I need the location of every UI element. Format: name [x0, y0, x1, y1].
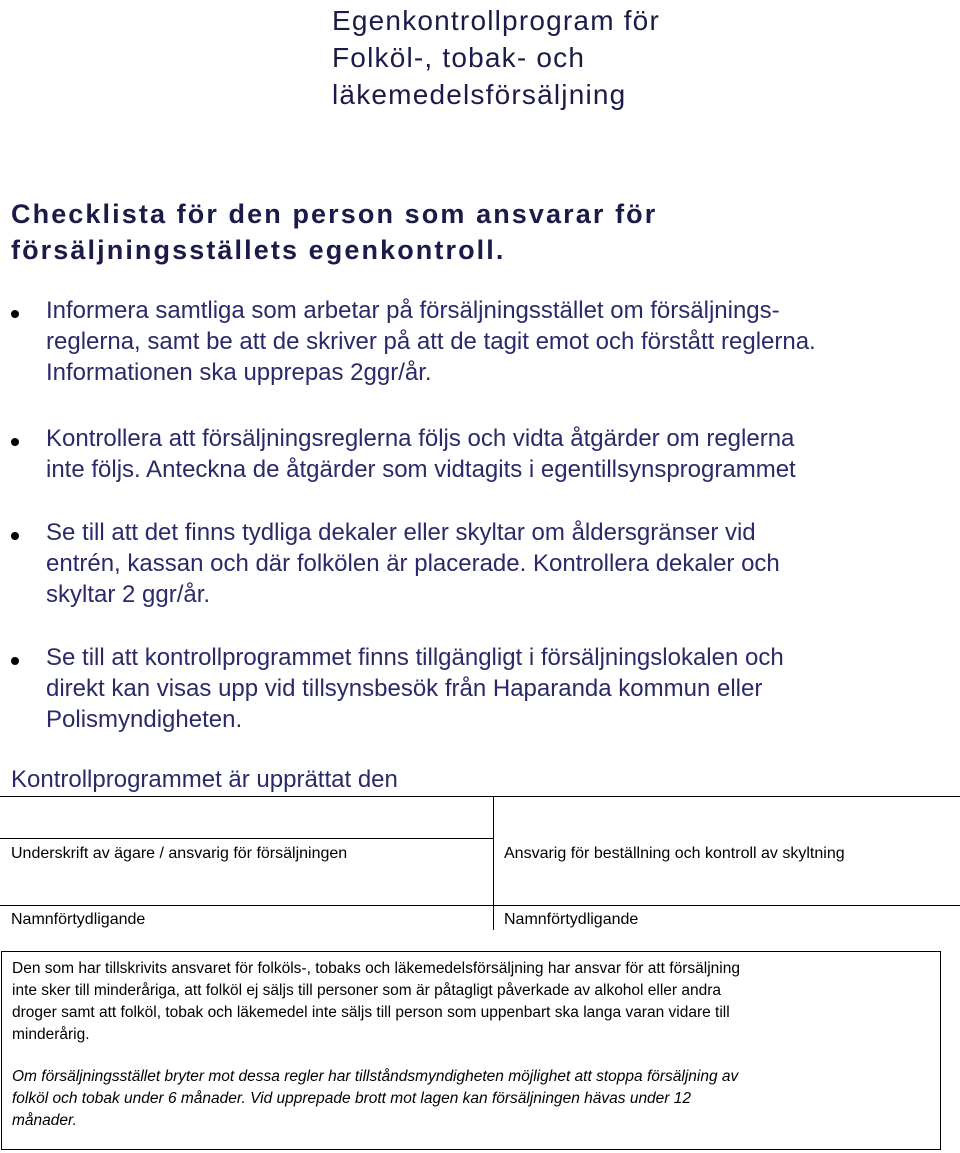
heading-line: försäljningsställets egenkontroll. — [11, 235, 506, 265]
name-clarification-label-right: Namnförtydligande — [504, 911, 639, 928]
checklist-item-text — [46, 295, 896, 388]
ordering-responsible-label: Ansvarig för beställning och kontroll av skyltning — [504, 845, 845, 862]
title-line: Folköl-, tobak- och — [332, 42, 586, 73]
text-line: Den som har tillskrivits ansvaret för folköls-, tobaks och läkemedelsförsäljning har ansvar för att försäljning — [12, 960, 740, 977]
date-signature-line — [0, 796, 960, 797]
text-line: minderårig. — [12, 1026, 90, 1043]
signature-divider — [493, 839, 494, 930]
document-title — [332, 2, 832, 113]
heading-line: Checklista för den person som ansvarar för — [11, 199, 658, 229]
title-line: läkemedelsförsäljning — [332, 79, 627, 110]
responsibility-notice-box — [1, 951, 941, 1150]
signature-divider — [493, 797, 494, 839]
title-line: Egenkontrollprogram för — [332, 5, 660, 36]
bullet-icon — [11, 310, 19, 318]
name-clarification-line — [0, 905, 960, 906]
text-line: entrén, kassan och där folkölen är placerade. Kontrollera dekaler och — [46, 550, 780, 577]
sanction-paragraph — [12, 1066, 738, 1132]
text-line: inte följs. Anteckna de åtgärder som vidtagits i egentillsynsprogrammet — [46, 456, 796, 483]
text-line: Informera samtliga som arbetar på försäljningsstället om försäljnings- — [46, 297, 780, 324]
text-line: Polismyndigheten. — [46, 706, 243, 733]
text-line: Kontrollera att försäljningsreglerna följs och vidta åtgärder om reglerna — [46, 425, 795, 452]
bullet-icon — [11, 438, 19, 446]
owner-signature-label: Underskrift av ägare / ansvarig för försäljningen — [11, 845, 348, 862]
text-line: droger samt att folköl, tobak och läkemedel inte säljs till person som uppenbart ska langa varan vidare till — [12, 1004, 730, 1021]
text-line: folköl och tobak under 6 månader. Vid upprepade brott mot lagen kan försäljningen hävas under 12 — [12, 1090, 692, 1107]
checklist-item-text — [46, 517, 896, 610]
text-line: direkt kan visas upp vid tillsynsbesök från Haparanda kommun eller — [46, 675, 763, 702]
text-line: inte sker till minderåriga, att folköl ej säljs till personer som är påtagligt påverkade av alkohol eller andra — [12, 982, 722, 999]
text-line: skyltar 2 ggr/år. — [46, 581, 211, 608]
established-date-label: Kontrollprogrammet är upprättat den — [11, 766, 398, 793]
text-line: Om försäljningsstället bryter mot dessa regler har tillståndsmyndigheten möjlighet att stoppa försäljning av — [12, 1068, 739, 1085]
text-line: Informationen ska upprepas 2ggr/år. — [46, 359, 432, 386]
checklist-heading — [11, 196, 657, 268]
bullet-icon — [11, 532, 19, 540]
text-line: Se till att kontrollprogrammet finns tillgängligt i försäljningslokalen och — [46, 644, 784, 671]
text-line: Se till att det finns tydliga dekaler eller skyltar om åldersgränser vid — [46, 519, 756, 546]
owner-signature-line — [0, 838, 493, 839]
bullet-icon — [11, 657, 19, 665]
text-line: månader. — [12, 1112, 77, 1129]
name-clarification-label-left: Namnförtydligande — [11, 911, 146, 928]
checklist-item-text — [46, 423, 896, 485]
responsibility-paragraph — [12, 958, 740, 1046]
checklist-item-text — [46, 642, 896, 735]
text-line: reglerna, samt be att de skriver på att de tagit emot och förstått reglerna. — [46, 328, 816, 355]
